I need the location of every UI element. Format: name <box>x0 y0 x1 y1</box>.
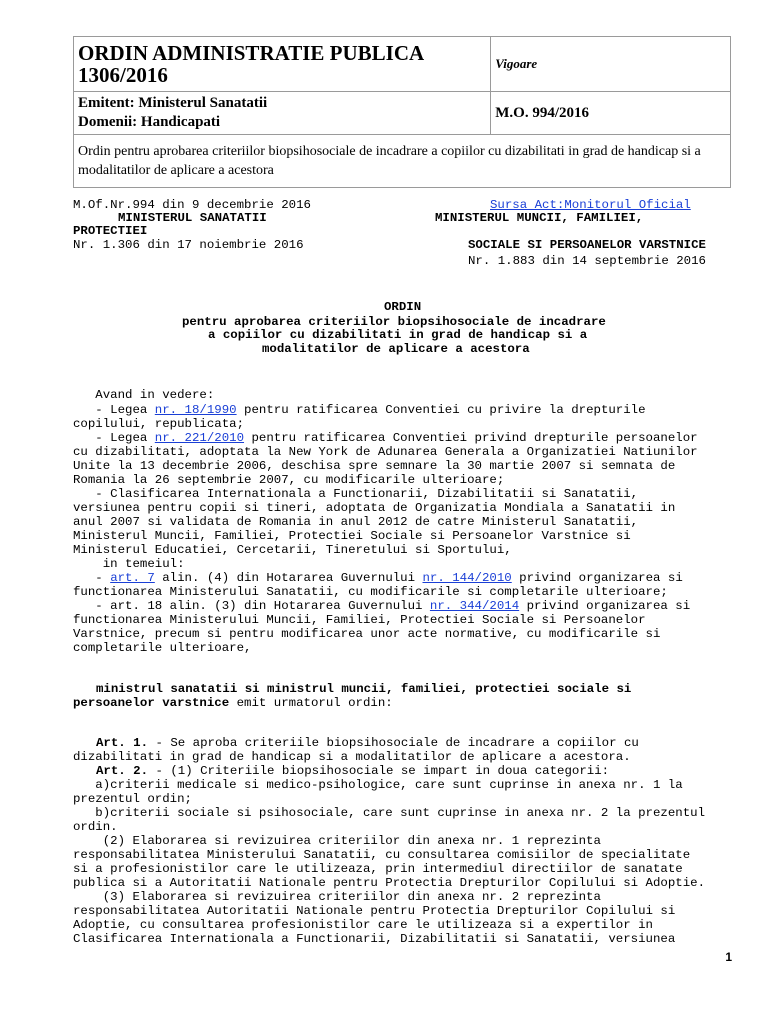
text-line: ministrul sanatatii si ministrul muncii, familiei, protectiei sociale si <box>96 682 632 696</box>
text-line: - art. 18 alin. (3) din Hotararea Guvernului nr. 344/2014 privind organizarea si <box>73 599 691 613</box>
text-line: copilului, republicata; <box>73 417 245 431</box>
order-title-line: pentru aprobarea criteriilor biopsihosociale de incadrare <box>182 315 606 329</box>
domenii: Domenii: Handicapati <box>78 114 221 130</box>
nr-health: Nr. 1.306 din 17 noiembrie 2016 <box>73 238 304 252</box>
law-link[interactable]: nr. 18/1990 <box>154 403 237 417</box>
page-number: 1 <box>725 950 732 964</box>
text-line: Varstnice, precum si pentru modificarea unor acte normative, cu modificarile si <box>73 627 661 641</box>
ministry-labor-cont: PROTECTIEI <box>73 224 148 238</box>
article-1: Art. 1. - Se aproba criteriile biopsihosociale de incadrare a copiilor cu <box>96 736 639 750</box>
text-line: - Legea nr. 18/1990 pentru ratificarea Conventiei cu privire la drepturile <box>73 403 646 417</box>
text-line: - Legea nr. 221/2010 pentru ratificarea Conventiei privind drepturile persoanelor <box>73 431 698 445</box>
status-badge: Vigoare <box>491 37 731 92</box>
nr-labor: Nr. 1.883 din 14 septembrie 2016 <box>468 254 706 268</box>
text-line: responsabilitatea Ministerului Sanatatii, cu consultarea comisiilor de specialitate <box>73 848 691 862</box>
emitent-domenii <box>74 92 491 135</box>
order-title-line: ORDIN <box>384 300 422 314</box>
text-line: prezentul ordin; <box>73 792 192 806</box>
law-link[interactable]: nr. 221/2010 <box>154 431 245 445</box>
text-line: Romania la 26 septembrie 2007, cu modificarile ulterioare; <box>73 473 505 487</box>
text-line: versiunea pentru copii si tineri, adoptata de Organizatia Mondiala a Sanatatii in <box>73 501 676 515</box>
text-line: persoanelor varstnice emit urmatorul ordin: <box>73 696 393 710</box>
mof-line: M.Of.Nr.994 din 9 decembrie 2016 <box>73 198 311 212</box>
order-title-line: a copiilor cu dizabilitati in grad de handicap si a <box>208 328 588 342</box>
monitor-oficial-ref: M.O. 994/2016 <box>491 92 731 135</box>
text-line: Adoptie, cu consultarea profesionistilor care le utilizeaza si a expertilor in <box>73 918 653 932</box>
text-line: Unite la 13 decembrie 2006, deschisa spre semnare la 30 martie 2007 si semnata de <box>73 459 676 473</box>
ministry-labor-cont2: SOCIALE SI PERSOANELOR VARSTNICE <box>468 238 706 252</box>
text-line: - Clasificarea Internationala a Functionarii, Dizabilitatii si Sanatatii, <box>73 487 639 501</box>
text-line: Avand in vedere: <box>73 388 215 402</box>
text-line: cu dizabilitati, adoptata la New York de Adunarea Generala a Organizatiei Natiunilor <box>73 445 698 459</box>
act-header-table <box>73 36 731 188</box>
ministry-health: MINISTERUL SANATATII <box>118 211 267 225</box>
text-line: (3) Elaborarea si revizuirea criteriilor din anexa nr. 2 reprezinta <box>73 890 601 904</box>
sursa-act-link[interactable]: Sursa Act:Monitorul Oficial <box>490 198 691 212</box>
text-line: completarile ulterioare, <box>73 641 252 655</box>
law-link[interactable]: nr. 344/2014 <box>429 599 520 613</box>
text-line: dizabilitati in grad de handicap si a modalitatilor de aplicare a acestora. <box>73 750 631 764</box>
ministry-labor: MINISTERUL MUNCII, FAMILIEI, <box>435 211 644 225</box>
text-line: a)criterii medicale si medico-psihologice, care sunt cuprinse in anexa nr. 1 la <box>73 778 683 792</box>
emitent: Emitent: Ministerul Sanatatii <box>78 95 268 111</box>
text-line: (2) Elaborarea si revizuirea criteriilor din anexa nr. 1 reprezinta <box>73 834 601 848</box>
text-line: b)criterii sociale si psihosociale, care sunt cuprinse in anexa nr. 2 la prezentul <box>73 806 706 820</box>
text-line: Ministerul Educatiei, Cercetarii, Tineretului si Sportului, <box>73 543 512 557</box>
text-line: ordin. <box>73 820 118 834</box>
text-line: - art. 7 alin. (4) din Hotararea Guvernului nr. 144/2010 privind organizarea si <box>73 571 683 585</box>
order-title-line: modalitatilor de aplicare a acestora <box>262 342 530 356</box>
text-line: Clasificarea Internationala a Functionarii, Dizabilitatii si Sanatatii, versiunea <box>73 932 676 946</box>
text-line: si a profesionistilor care le utilizeaza, prin intermediul directiilor de sanatate <box>73 862 683 876</box>
law-link[interactable]: nr. 144/2010 <box>422 571 512 585</box>
text-line: publica si a Autoritatii Nationale pentru Protectia Drepturilor Copilului si Adoptie. <box>73 876 706 890</box>
act-title: ORDIN ADMINISTRATIE PUBLICA 1306/2016 <box>74 37 491 92</box>
text-line: Ministerul Muncii, Familiei, Protectiei Sociale si Persoanelor Varstnice si <box>73 529 631 543</box>
text-line: functionarea Ministerului Muncii, Familiei, Protectiei Sociale si Persoanelor <box>73 613 646 627</box>
text-line: anul 2007 si validata de Romania in anul 2012 de catre Ministerul Sanatatii, <box>73 515 639 529</box>
text-line: functionarea Ministerului Sanatatii, cu modificarile si completarile ulterioare; <box>73 585 668 599</box>
act-description: Ordin pentru aprobarea criteriilor biopsihosociale de incadrare a copiilor cu dizabilitati in grad de handicap si a modalitatilor de aplicare a acestora <box>74 135 731 188</box>
article-link[interactable]: art. 7 <box>110 571 155 585</box>
text-line: in temeiul: <box>73 557 185 571</box>
text-line: responsabilitatea Autoritatii Nationale pentru Protectia Drepturilor Copilului si <box>73 904 676 918</box>
article-2: Art. 2. - (1) Criteriile biopsihosociale se impart in doua categorii: <box>96 764 610 778</box>
